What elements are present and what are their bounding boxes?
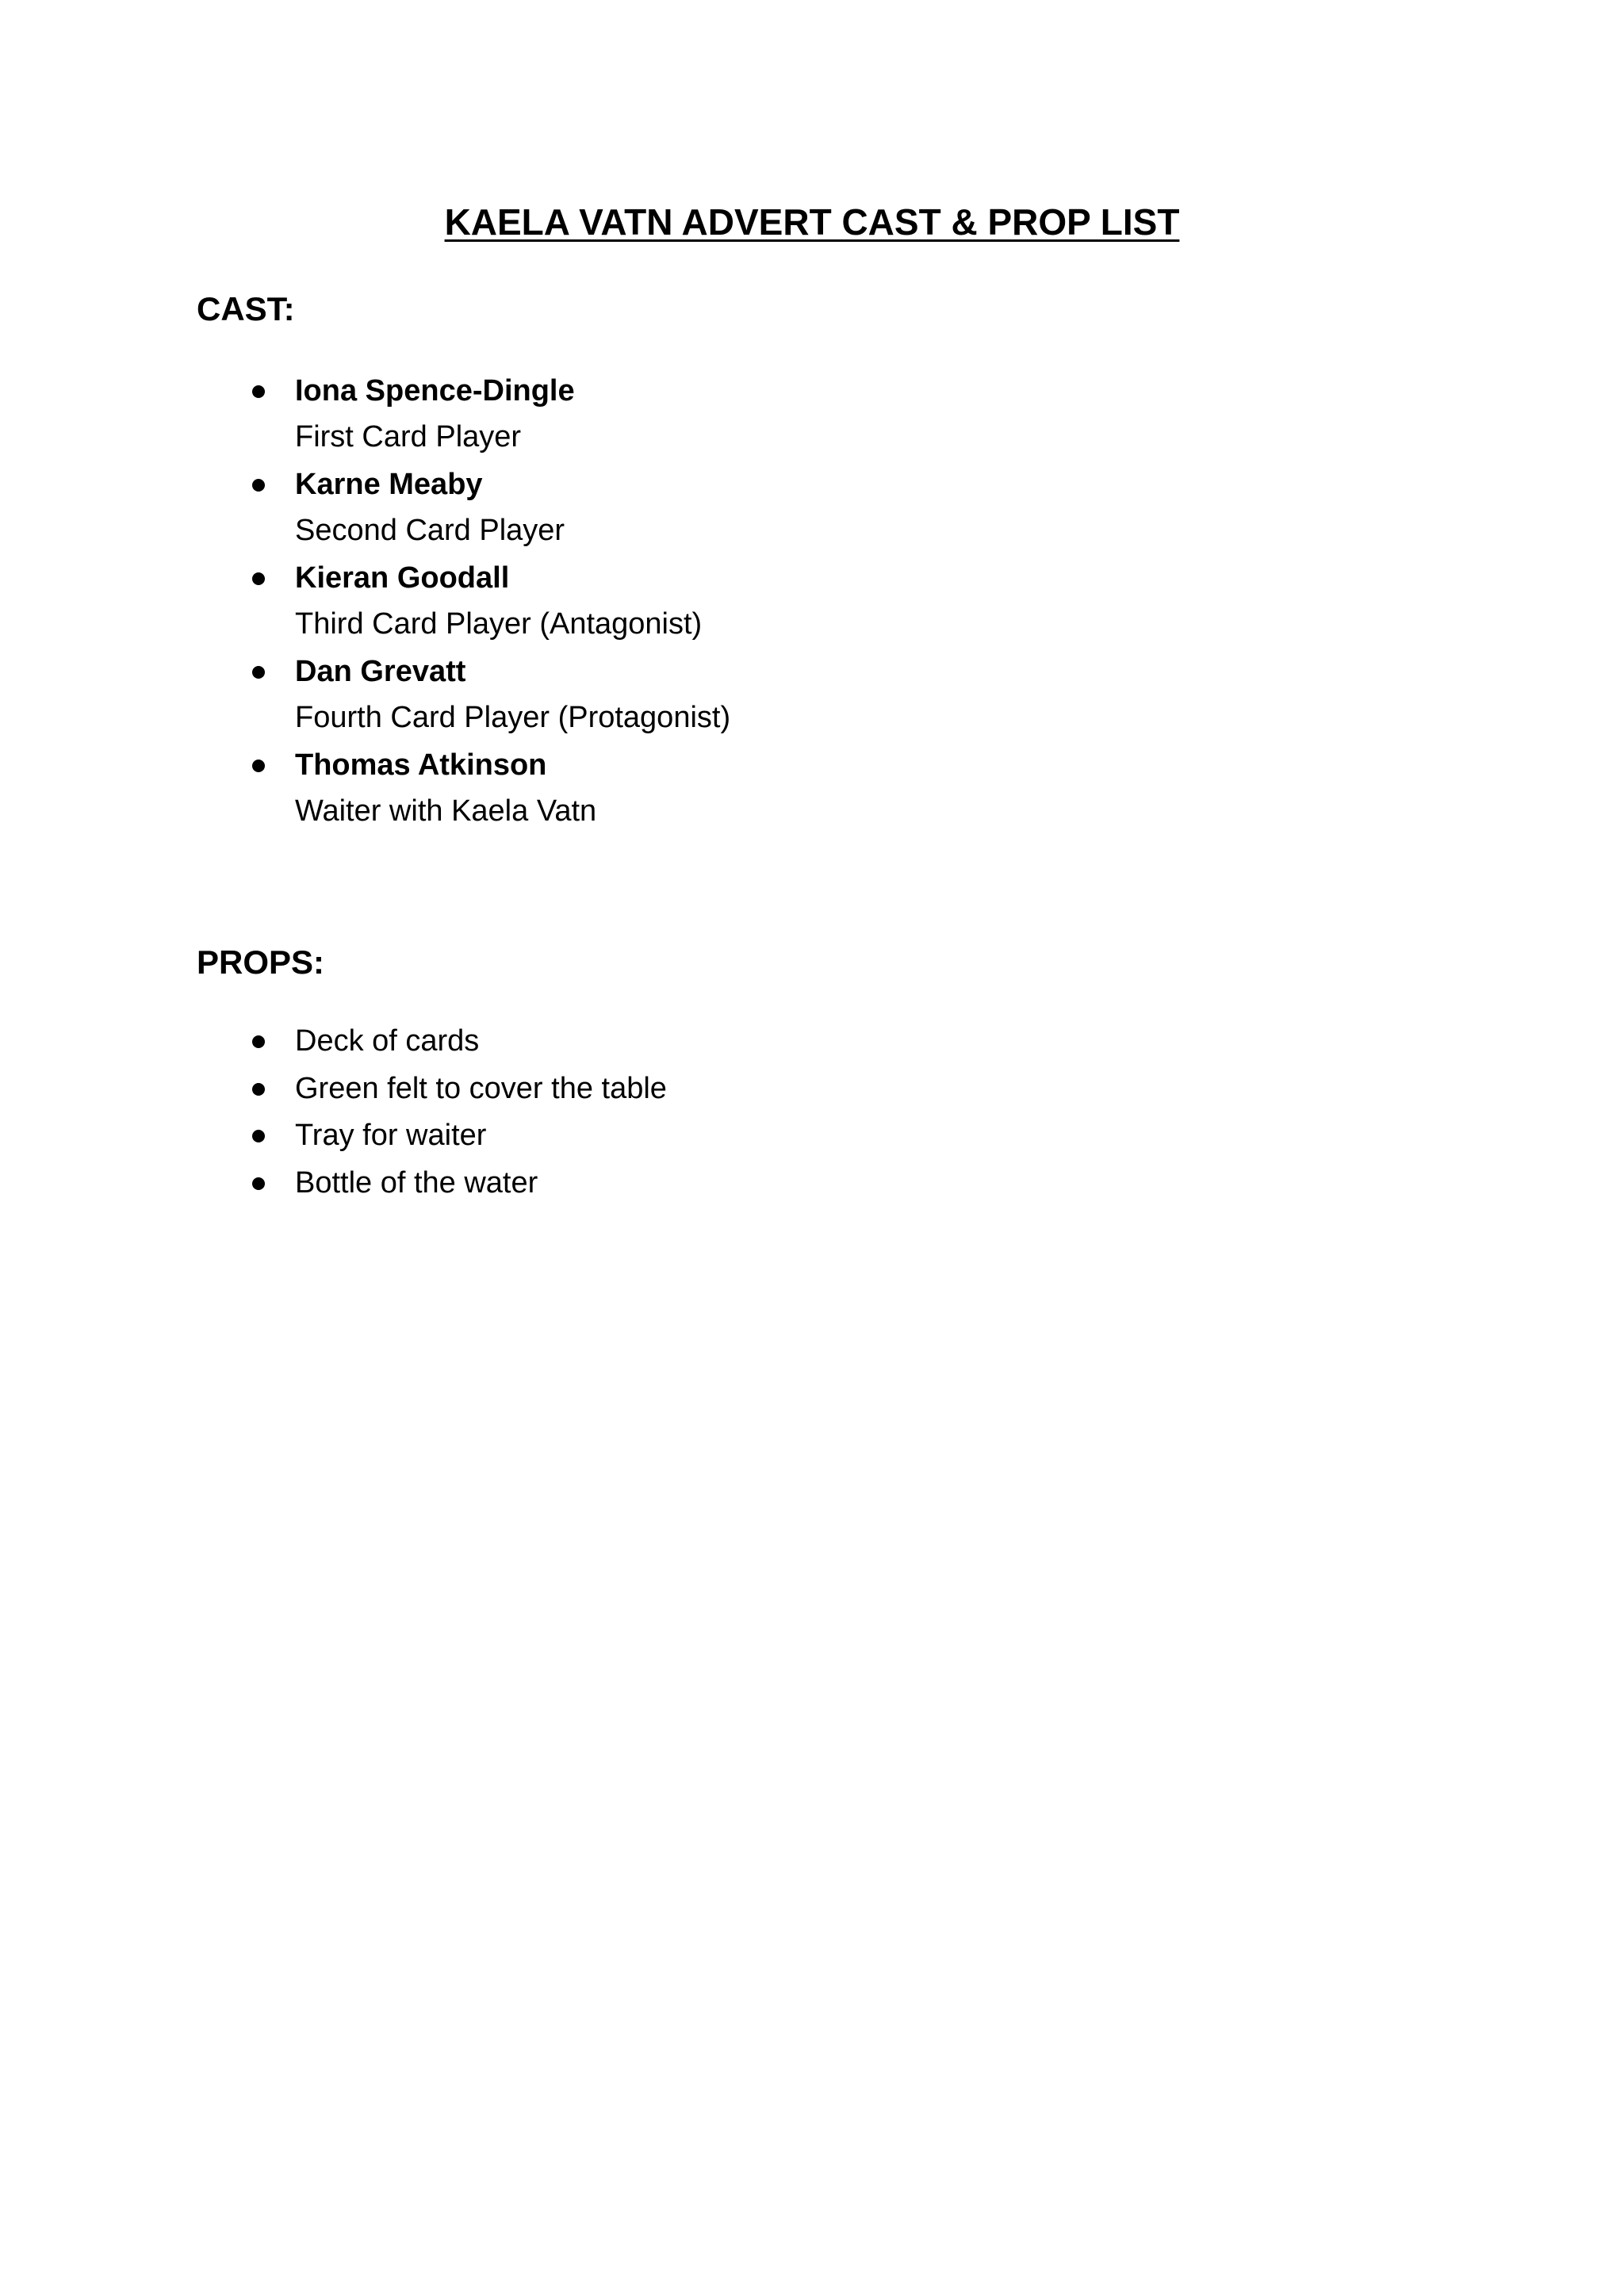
cast-role: Fourth Card Player (Protagonist) [295,701,731,734]
cast-item [197,649,1386,742]
cast-heading: CAST: [197,290,295,327]
bullet-icon [252,666,265,679]
prop-label: Deck of cards [295,1024,480,1058]
cast-name: Dan Grevatt [295,655,466,688]
cast-name: Iona Spence-Dingle [295,374,575,408]
cast-item [197,742,1386,836]
cast-role: First Card Player [295,420,522,453]
props-list [197,1018,1386,1207]
cast-name: Karne Meaby [295,468,483,501]
prop-item [197,1112,1386,1160]
cast-role: Third Card Player (Antagonist) [295,607,703,641]
prop-item [197,1066,1386,1113]
cast-name: Kieran Goodall [295,561,510,595]
document-title: KAELA VATN ADVERT CAST & PROP LIST [444,201,1180,243]
prop-label: Bottle of the water [295,1165,538,1200]
prop-item [197,1018,1386,1066]
cast-item [197,368,1386,461]
prop-label: Tray for waiter [295,1119,487,1152]
prop-item [197,1160,1386,1207]
bullet-icon [252,1130,265,1142]
cast-role: Waiter with Kaela Vatn [295,794,597,828]
prop-label: Green felt to cover the table [295,1071,667,1105]
props-heading: PROPS: [197,943,325,981]
cast-item [197,555,1386,649]
cast-item [197,461,1386,555]
cast-list [197,368,1386,836]
cast-name: Thomas Atkinson [295,748,547,782]
bullet-icon [252,1083,265,1096]
cast-role: Second Card Player [295,514,565,547]
bullet-icon [252,572,265,585]
bullet-icon [252,479,265,492]
bullet-icon [252,385,265,398]
bullet-icon [252,1177,265,1190]
bullet-icon [252,760,265,772]
bullet-icon [252,1035,265,1048]
